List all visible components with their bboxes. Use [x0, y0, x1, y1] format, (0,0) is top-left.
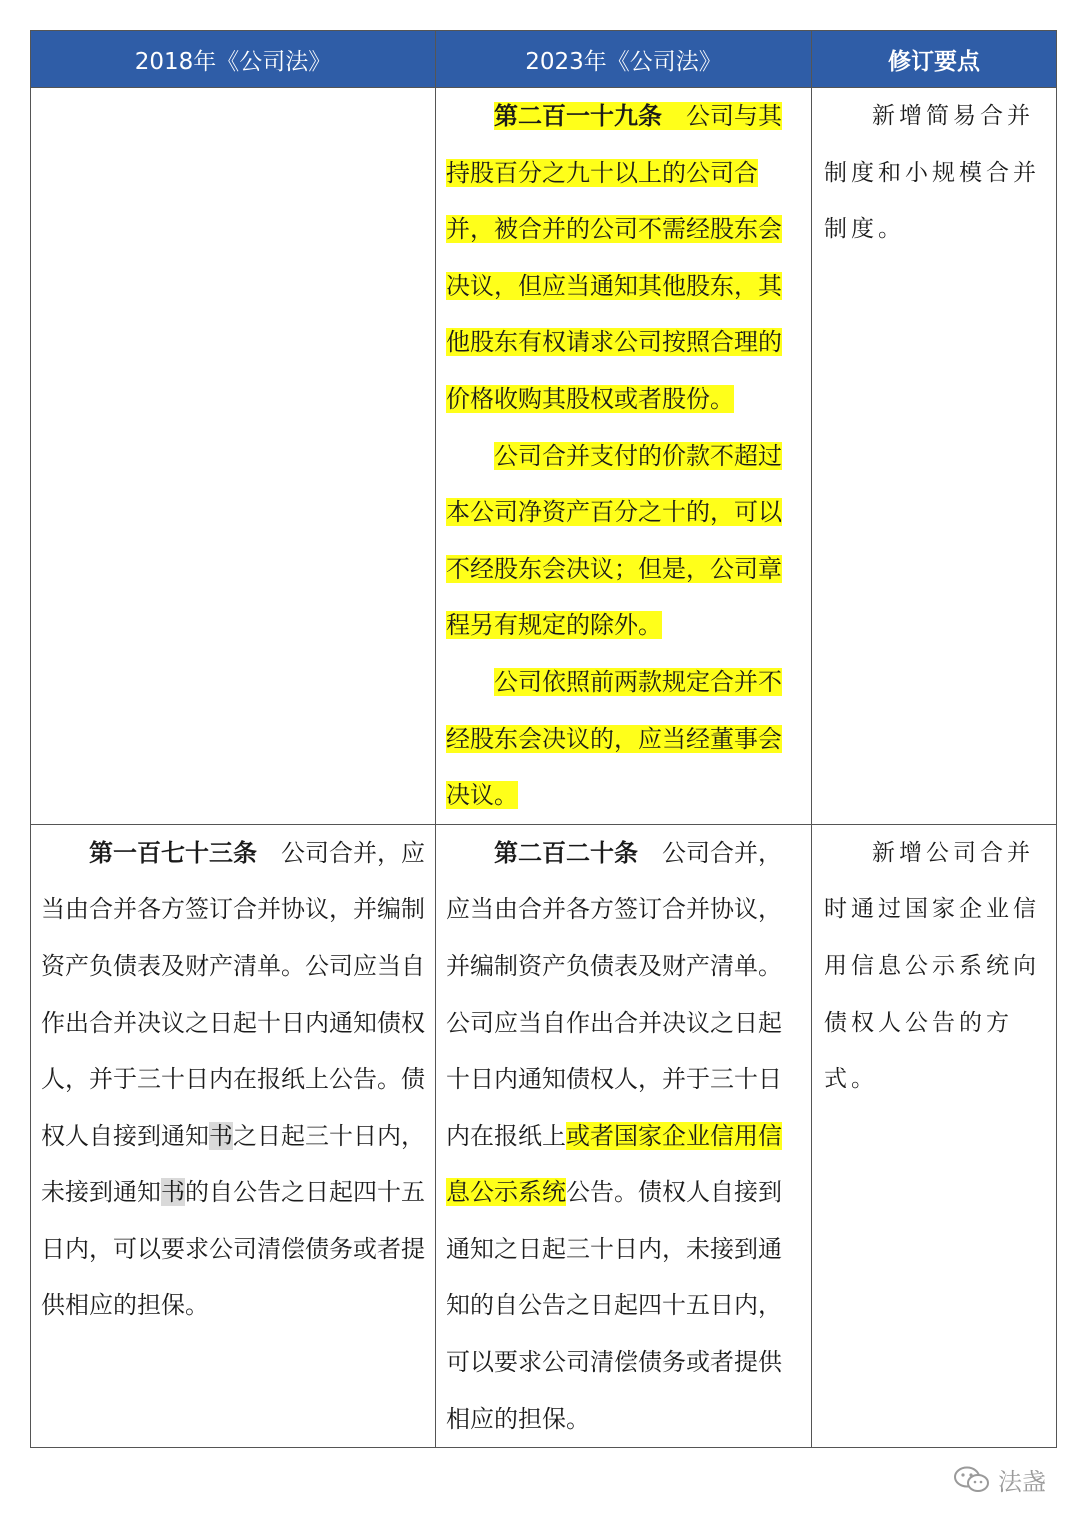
watermark-text: 法盏 [998, 1468, 1046, 1496]
article-text: 公司与其持股百分之九十以上的公司合并，被合并的公司不需经股东会决议，但应当通知其他股东，其他股东有权请求公司按照合理的价格收购其股权或者股份。 [446, 102, 782, 413]
article-number: 第二百一十九条 [494, 102, 662, 130]
cell-2023-article-220: 第二百二十条 公司合并，应当由合并各方签订合并协议，并编制资产负债表及财产清单。公司应当自作出合并决议之日起十日内通知债权人，并于三十日内在报纸上或者国家企业信用信息公示系统公告。债权人自接到通知之日起三十日内，未接到通知的自公告之日起四十五日内，可以要求公司清偿债务或者提供相应的担保。 [436, 824, 812, 1448]
cell-note-1: 新增简易合并制度和小规模合并制度。 [812, 88, 1057, 825]
cell-2018-article-173: 第一百七十三条 公司合并，应当由合并各方签订合并协议，并编制资产负债表及财产清单。公司应当自作出合并决议之日起十日内通知债权人，并于三十日内在报纸上公告。债权人自接到通知书之日起三十日内，未接到通知书的自公告之日起四十五日内，可以要求公司清偿债务或者提供相应的担保。 [31, 824, 436, 1448]
article-number: 第一百七十三条 [89, 838, 257, 867]
law-comparison-table [30, 30, 1057, 1448]
struck-text: 书 [161, 1178, 185, 1207]
cell-note-2: 新增公司合并时通过国家企业信用信息公示系统向债权人公告的方式。 [812, 824, 1057, 1448]
header-revision-points: 修订要点 [812, 31, 1057, 88]
header-2018: 2018年《公司法》 [31, 31, 436, 88]
cell-2023-article-219 [436, 88, 812, 825]
cell-2018-empty [31, 88, 436, 825]
paragraph-3: 公司依照前两款规定合并不经股东会决议的，应当经董事会决议。 [446, 667, 782, 810]
highlighted-text: 或者国家企业信用信息公示系统 [446, 1121, 782, 1207]
paragraph-2: 公司合并支付的价款不超过本公司净资产百分之十的，可以不经股东会决议；但是，公司章程另有规定的除外。 [446, 441, 782, 640]
table-row [31, 88, 1057, 825]
struck-text: 书 [209, 1121, 233, 1150]
header-row [31, 31, 1057, 88]
table-row [31, 824, 1057, 1448]
header-2023: 2023年《公司法》 [436, 31, 812, 88]
paragraph-1 [446, 88, 801, 428]
wechat-icon [952, 1465, 992, 1495]
watermark [952, 1462, 1046, 1497]
article-number: 第二百二十条 [494, 838, 638, 867]
